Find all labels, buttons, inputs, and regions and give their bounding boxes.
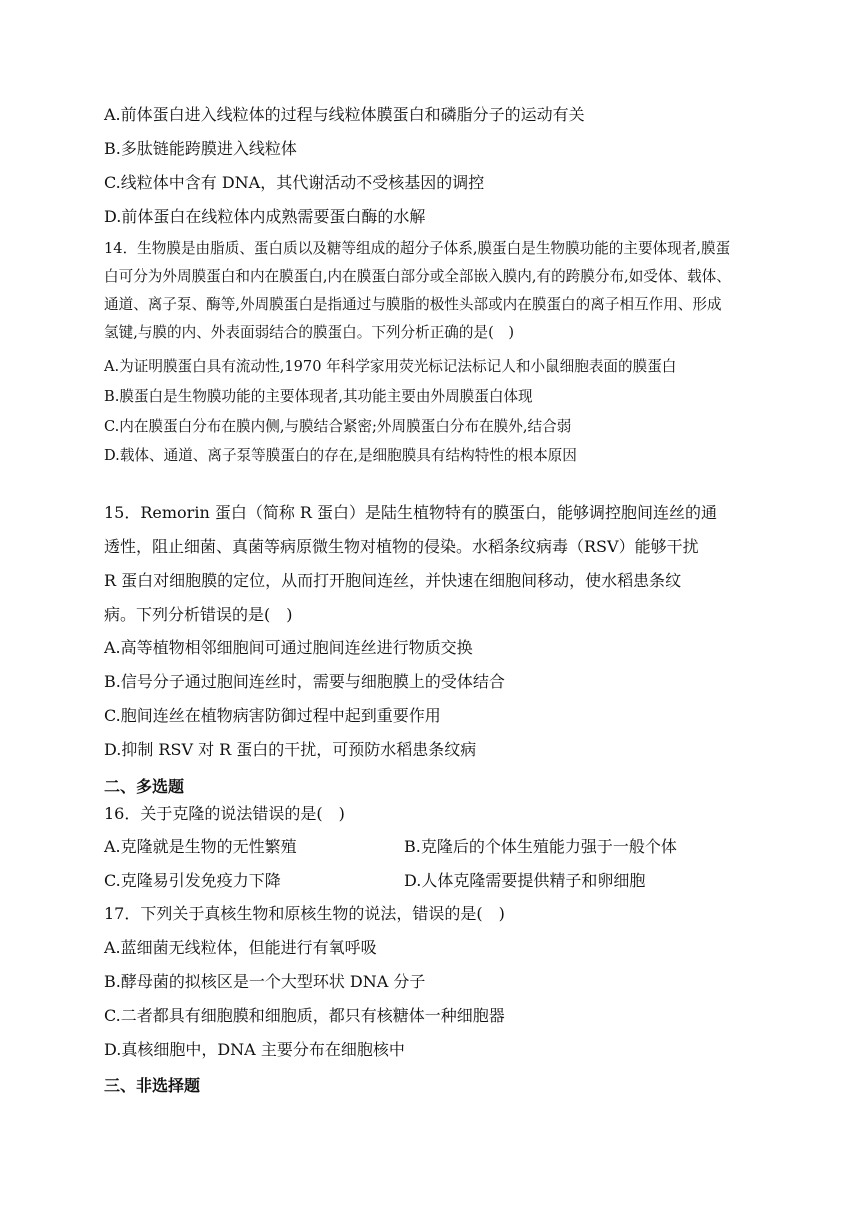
q14-stem-line-1: 14．生物膜是由脂质、蛋白质以及糖等组成的超分子体系,膜蛋白是生物膜功能的主要体现者,膜蛋: [104, 240, 731, 257]
q14-option-d: D.载体、通道、离子泵等膜蛋白的存在,是细胞膜具有结构特性的根本原因: [104, 447, 577, 464]
q15-option-d: D.抑制 RSV 对 R 蛋白的干扰，可预防水稻患条纹病: [104, 740, 477, 759]
q14-stem-line-2: 白可分为外周膜蛋白和内在膜蛋白,内在膜蛋白部分或全部嵌入膜内,有的跨膜分布,如受体、载体、: [104, 268, 731, 285]
q16-option-a: A.克隆就是生物的无性繁殖: [104, 837, 297, 856]
q13-option-d: D.前体蛋白在线粒体内成熟需要蛋白酶的水解: [104, 207, 426, 226]
q14-option-a: A.为证明膜蛋白具有流动性,1970 年科学家用荧光标记法标记人和小鼠细胞表面的膜蛋白: [104, 358, 677, 375]
q17-stem: 17．下列关于真核生物和原核生物的说法，错误的是( ): [104, 904, 505, 923]
q16-option-d: D.人体克隆需要提供精子和卵细胞: [404, 871, 646, 890]
q13-option-b: B.多肽链能跨膜进入线粒体: [104, 139, 297, 158]
q15-stem-line-3: R 蛋白对细胞膜的定位，从而打开胞间连丝，并快速在细胞间移动，使水稻患条纹: [104, 571, 682, 590]
q15-option-c: C.胞间连丝在植物病害防御过程中起到重要作用: [104, 706, 441, 725]
q15-stem-line-2: 透性，阻止细菌、真菌等病原微生物对植物的侵染。水稻条纹病毒（RSV）能够干扰: [104, 537, 699, 556]
q14-stem-line-3: 通道、离子泵、酶等,外周膜蛋白是指通过与膜脂的极性头部或内在膜蛋白的离子相互作用、形成: [104, 296, 722, 313]
q15-option-b: B.信号分子通过胞间连丝时，需要与细胞膜上的受体结合: [104, 672, 505, 691]
q17-option-a: A.蓝细菌无线粒体，但能进行有氧呼吸: [104, 938, 377, 957]
q17-option-c: C.二者都具有细胞膜和细胞质，都只有核糖体一种细胞器: [104, 1006, 505, 1025]
q16-option-c: C.克隆易引发免疫力下降: [104, 871, 281, 890]
q14-option-c: C.内在膜蛋白分布在膜内侧,与膜结合紧密;外周膜蛋白分布在膜外,结合弱: [104, 418, 572, 435]
section-heading-multiple-choice: 二、多选题: [104, 777, 185, 796]
q14-option-b: B.膜蛋白是生物膜功能的主要体现者,其功能主要由外周膜蛋白体现: [104, 388, 533, 405]
q16-stem: 16．关于克隆的说法错误的是( ): [104, 804, 345, 823]
q13-option-c: C.线粒体中含有 DNA，其代谢活动不受核基因的调控: [104, 173, 485, 192]
section-heading-non-choice: 三、非选择题: [104, 1076, 201, 1095]
q16-option-b: B.克隆后的个体生殖能力强于一般个体: [404, 837, 677, 856]
q15-option-a: A.高等植物相邻细胞间可通过胞间连丝进行物质交换: [104, 638, 473, 657]
q14-stem-line-4: 氢键,与膜的内、外表面弱结合的膜蛋白。下列分析正确的是( ): [104, 324, 515, 341]
q13-option-a: A.前体蛋白进入线粒体的过程与线粒体膜蛋白和磷脂分子的运动有关: [104, 105, 585, 124]
q15-stem-line-4: 病。下列分析错误的是( ): [104, 605, 293, 624]
q17-option-d: D.真核细胞中，DNA 主要分布在细胞核中: [104, 1040, 405, 1059]
q15-stem-line-1: 15．Remorin 蛋白（简称 R 蛋白）是陆生植物特有的膜蛋白，能够调控胞间连丝的通: [104, 503, 718, 522]
q17-option-b: B.酵母菌的拟核区是一个大型环状 DNA 分子: [104, 972, 426, 991]
